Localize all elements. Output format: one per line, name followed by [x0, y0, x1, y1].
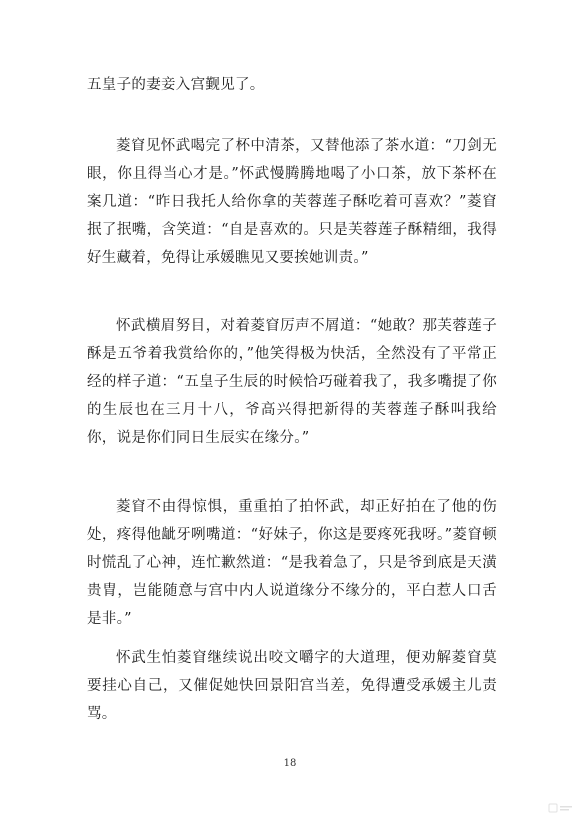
page-number: 18 [283, 758, 297, 769]
paragraph-4: 菱窅不由得惊惧，重重拍了拍怀武，却正好拍在了他的伤处，疼得他龇牙咧嘴道：“好妹子，你这是要疼死我呀。”菱窅顿时慌乱了心神，连忙歉然道：“是我着急了，只是爷到底是天潢贵胄，岂能随意与宫中内人说道缘分不缘分的，平白惹人口舌是非。” [87, 499, 497, 627]
paragraph-3: 怀武横眉努目，对着菱窅厉声不屑道：“她敢？那芙蓉莲子酥是五爷着我赏给你的，”他笑得极为快活，全然没有了平常正经的样子道：“五皇子生辰的时候恰巧碰着我了，我多嘴提了你的生辰也在三月十八，爷高兴得把新得的芙蓉莲子酥叫我给你，说是你们同日生辰实在缘分。” [87, 318, 497, 446]
paragraph-5: 怀武生怕菱窅继续说出咬文嚼字的大道理，便劝解菱窅莫要挂心自己，又催促她快回景阳宫当差，免得遭受承媛主儿责骂。 [87, 650, 497, 722]
paragraph-1: 五皇子的妻妾入宫觐见了。 [87, 77, 265, 93]
paragraph-2: 菱窅见怀武喝完了杯中清茶，又替他添了茶水道：“刀剑无眼，你且得当心才是。”怀武慢腾腾地喝了小口茶，放下茶杯在案几道：“昨日我托人给你拿的芙蓉莲子酥吃着可喜欢？”菱窅抿了抿嘴，含笑道：“自是喜欢的。只是芙蓉莲子酥精细，我得好生藏着，免得让承媛瞧见又要挨她训责。” [87, 138, 497, 266]
watermark-mark-icon [548, 802, 574, 814]
